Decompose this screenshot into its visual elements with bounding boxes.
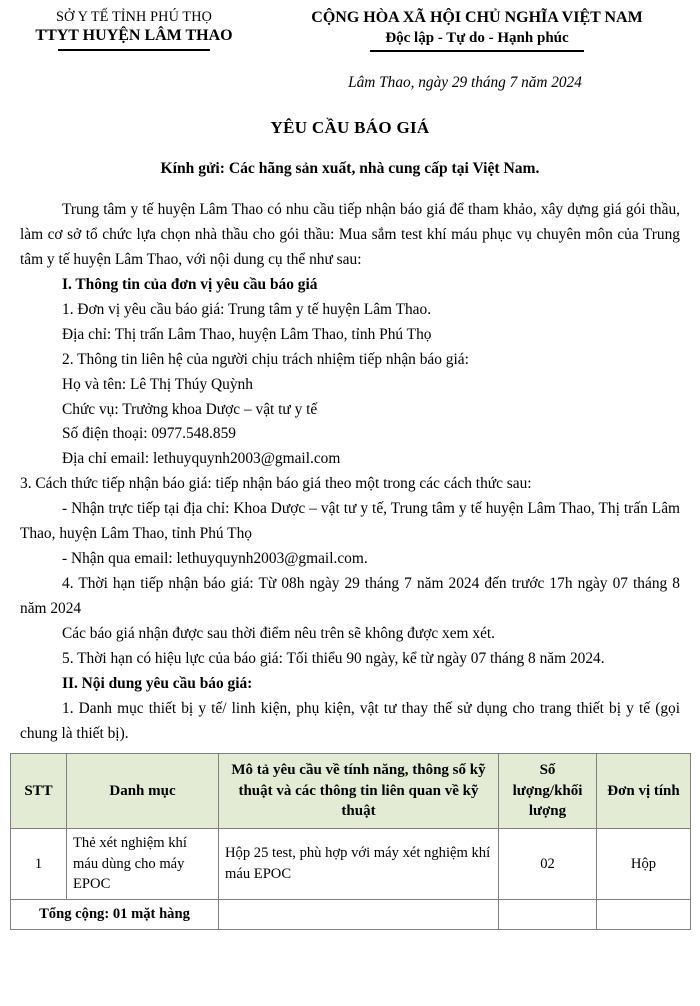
cell-stt: 1 [11, 828, 67, 899]
column-header-quantity: Số lượng/khối lượng [499, 753, 597, 828]
submission-methods-intro: 3. Cách thức tiếp nhận báo giá: tiếp nhận báo giá theo một trong các cách thức sau: [20, 475, 532, 493]
national-title: CỘNG HÒA XÃ HỘI CHỦ NGHĨA VIỆT NAM [311, 9, 643, 26]
parent-org-name: SỞ Y TẾ TỈNH PHÚ THỌ [55, 9, 213, 25]
cell-item-description: Hộp 25 test, phù hợp với máy xét nghiệm khí máu EPOC [219, 828, 499, 899]
place-and-date: Lâm Thao, ngày 29 tháng 7 năm 2024 [348, 73, 582, 91]
cell-quantity: 02 [499, 828, 597, 899]
contact-email-address: Địa chỉ email: lethuyquynh2003@gmail.com [62, 450, 341, 468]
equipment-list-intro: 1. Danh mục thiết bị y tế/ linh kiện, phụ kiện, vật tư thay thế sử dụng cho trang thiết bị y tế (gọi chung là thiết bị). [20, 699, 680, 742]
section-2-heading: II. Nội dung yêu cầu báo giá: [62, 675, 253, 692]
document-title: YÊU CẦU BÁO GIÁ [270, 117, 430, 137]
contact-job-title: Chức vụ: Trưởng khoa Dược – vật tư y tế [62, 400, 318, 418]
column-header-unit: Đơn vị tính [597, 753, 691, 828]
letterhead-right-underline [370, 50, 584, 52]
national-motto: Độc lập - Tự do - Hạnh phúc [385, 29, 569, 46]
total-qty-empty [499, 900, 597, 930]
submission-method-email: - Nhận qua email: lethuyquynh2003@gmail.com. [62, 550, 368, 568]
total-desc-empty [219, 900, 499, 930]
column-header-description: Mô tả yêu cầu về tính năng, thông số kỹ thuật và các thông tin liên quan về kỹ thuật [219, 753, 499, 828]
recipient-line: Kính gửi: Các hãng sản xuất, nhà cung cấp tại Việt Nam. [160, 159, 540, 177]
contact-full-name: Họ và tên: Lê Thị Thúy Quỳnh [62, 375, 253, 393]
items-table-container [0, 753, 700, 930]
document-body [0, 198, 700, 747]
submission-method-in-person: - Nhận trực tiếp tại địa chỉ: Khoa Dược – vật tư y tế, Trung tâm y tế huyện Lâm Thao, Thị trấn Lâm Thao, huyện Lâm Thao, tỉnh Phú Thọ [20, 500, 680, 543]
intro-paragraph: Trung tâm y tế huyện Lâm Thao có nhu cầu tiếp nhận báo giá để tham khảo, xây dựng giá gói thầu, làm cơ sở tổ chức lựa chọn nhà thầu cho gói thầu: Mua sắm test khí máu phục vụ chuyên môn của Trung tâm y tế huyện Lâm Thao, với nội dung cụ thể như sau: [20, 200, 680, 268]
unit-requesting-quote: 1. Đơn vị yêu cầu báo giá: Trung tâm y tế huyện Lâm Thao. [62, 300, 432, 318]
column-header-name: Danh mục [67, 753, 219, 828]
submission-deadline: 4. Thời hạn tiếp nhận báo giá: Từ 08h ngày 29 tháng 7 năm 2024 đến trước 17h ngày 07 tháng 8 năm 2024 [20, 575, 680, 618]
unit-address: Địa chỉ: Thị trấn Lâm Thao, huyện Lâm Thao, tỉnh Phú Thọ [62, 325, 432, 343]
national-heading-block [268, 8, 700, 52]
letterhead-left-underline [58, 49, 210, 51]
issuing-organization-block [0, 8, 268, 51]
table-total-row [11, 900, 691, 930]
table-header-row [11, 753, 691, 828]
late-quote-notice: Các báo giá nhận được sau thời điểm nêu trên sẽ không được xem xét. [62, 625, 496, 643]
table-row [11, 828, 691, 899]
contact-info-heading: 2. Thông tin liên hệ của người chịu trách nhiệm tiếp nhận báo giá: [62, 350, 469, 368]
total-items-label: Tổng cộng: 01 mặt hàng [11, 900, 219, 930]
column-header-stt: STT [11, 753, 67, 828]
items-table [10, 753, 691, 930]
total-unit-empty [597, 900, 691, 930]
cell-item-name: Thẻ xét nghiệm khí máu dùng cho máy EPOC [67, 828, 219, 899]
contact-phone-number: Số điện thoại: 0977.548.859 [62, 425, 236, 443]
quote-validity-period: 5. Thời hạn có hiệu lực của báo giá: Tối thiểu 90 ngày, kể từ ngày 07 tháng 8 năm 2024. [62, 650, 605, 668]
section-1-heading: I. Thông tin của đơn vị yêu cầu báo giá [62, 275, 318, 293]
letterhead [0, 0, 700, 52]
issuing-org-name: TTYT HUYỆN LÂM THAO [35, 27, 233, 45]
cell-unit: Hộp [597, 828, 691, 899]
